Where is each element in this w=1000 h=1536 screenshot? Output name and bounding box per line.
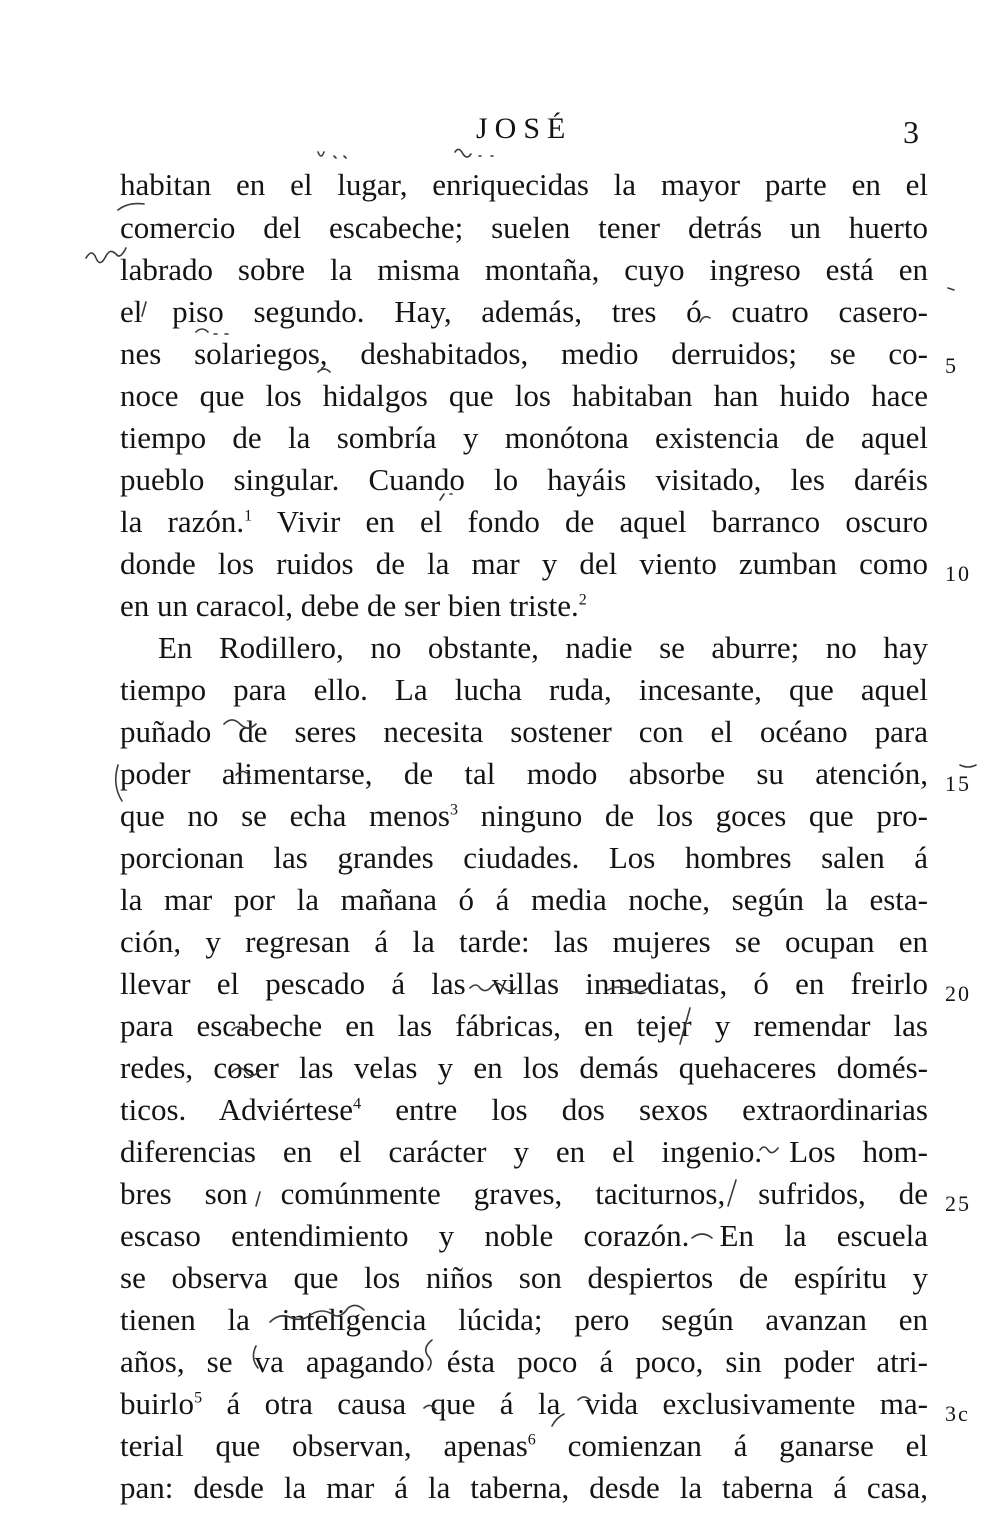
line-number: 10 xyxy=(945,561,971,586)
line-number: 25 xyxy=(945,1191,971,1216)
text-line xyxy=(120,879,928,921)
text-line xyxy=(120,837,928,879)
text-line xyxy=(120,921,928,963)
line-text: en un caracol, debe de ser bien triste. xyxy=(120,588,579,623)
text-line xyxy=(120,1173,928,1215)
text-line xyxy=(120,501,928,543)
line-text: ticos. Adviértese xyxy=(120,1092,354,1127)
line-text: tiempo de la sombría y monótona existencia de aquel xyxy=(120,420,928,455)
line-text: ción, y regresan á la tarde: las mujeres se ocupan en xyxy=(120,924,928,959)
text-line xyxy=(120,1467,928,1509)
text-line xyxy=(120,963,928,1005)
line-text: tiempo para ello. La lucha ruda, incesante, que aquel xyxy=(120,672,928,707)
line-text: bres son comúnmente graves, taciturnos, sufridos, de xyxy=(120,1176,928,1211)
text-line xyxy=(120,543,928,585)
line-text: nes solariegos, deshabitados, medio derruidos; se co- xyxy=(120,336,928,371)
line-text: años, se va apagando ésta poco á poco, sin poder atri- xyxy=(120,1344,928,1379)
footnote-ref: 2 xyxy=(578,591,587,609)
text-line xyxy=(120,375,928,417)
text-line xyxy=(120,669,928,711)
text-line xyxy=(120,207,928,249)
text-line xyxy=(120,1383,928,1425)
line-text: la razón. xyxy=(120,504,245,539)
page-number: 3 xyxy=(903,114,919,150)
line-text: á otra causa que á la vida exclusivamente ma- xyxy=(202,1386,928,1421)
text-line xyxy=(120,164,928,206)
line-text: para escabeche en las fábricas, en tejer y remendar las xyxy=(120,1008,928,1043)
text-line xyxy=(120,1425,928,1467)
text-line xyxy=(120,291,928,333)
text-line xyxy=(120,1215,928,1257)
footnote-ref: 1 xyxy=(244,507,253,525)
text-line xyxy=(120,711,928,753)
line-number: 3c xyxy=(945,1401,970,1426)
text-line xyxy=(158,627,928,669)
line-text: redes, coser las velas y en los demás quehaceres domés- xyxy=(120,1050,928,1085)
line-text: la mar por la mañana ó á media noche, según la esta- xyxy=(120,882,928,917)
line-text: entre los dos sexos extraordinarias xyxy=(361,1092,928,1127)
footnote-ref: 4 xyxy=(353,1095,362,1113)
line-number: 20 xyxy=(945,981,971,1006)
text-line xyxy=(120,1131,928,1173)
line-text: tienen la inteligencia lúcida; pero según avanzan en xyxy=(120,1302,928,1337)
footnote-ref: 5 xyxy=(194,1389,203,1407)
line-text: Vivir en el fondo de aquel barranco oscuro xyxy=(252,504,929,539)
line-number: 15 xyxy=(945,771,971,796)
line-text: llevar el pescado á las villas inmediatas, ó en freirlo xyxy=(120,966,928,1001)
text-line xyxy=(120,585,928,627)
pencil-mark xyxy=(948,288,954,290)
pencil-mark xyxy=(455,149,493,157)
text-line xyxy=(120,753,928,795)
line-text: escaso entendimiento y noble corazón. En la escuela xyxy=(120,1218,928,1253)
text-line xyxy=(120,1257,928,1299)
line-text: pueblo singular. Cuando lo hayáis visitado, les daréis xyxy=(120,462,928,497)
line-text: En Rodillero, no obstante, nadie se aburre; no hay xyxy=(158,630,928,665)
text-line xyxy=(120,1005,928,1047)
line-number: 5 xyxy=(945,353,958,378)
text-line xyxy=(120,249,928,291)
line-text: comienzan á ganarse el xyxy=(535,1428,928,1463)
line-text: donde los ruidos de la mar y del viento zumban como xyxy=(120,546,928,581)
line-text: ninguno de los goces que pro- xyxy=(457,798,928,833)
line-text: terial que observan, apenas xyxy=(120,1428,528,1463)
footnote-ref: 3 xyxy=(449,801,458,819)
pencil-mark xyxy=(318,152,346,158)
text-line xyxy=(120,417,928,459)
line-text: diferencias en el carácter y en el ingenio. Los hom- xyxy=(120,1134,928,1169)
line-text: comercio del escabeche; suelen tener detrás un huerto xyxy=(120,210,928,245)
line-text: pan: desde la mar á la taberna, desde la taberna á casa, xyxy=(120,1470,928,1505)
line-text: noce que los hidalgos que los habitaban han huido hace xyxy=(120,378,928,413)
line-text: habitan en el lugar, enriquecidas la mayor parte en el xyxy=(120,167,928,202)
line-text: que no se echa menos xyxy=(120,798,450,833)
running-head: JOSÉ xyxy=(476,112,573,145)
line-text: el piso segundo. Hay, además, tres ó cuatro casero- xyxy=(120,294,928,329)
text-line xyxy=(120,1299,928,1341)
line-text: buirlo xyxy=(120,1386,195,1421)
text-line xyxy=(120,1341,928,1383)
line-text: porcionan las grandes ciudades. Los hombres salen á xyxy=(120,840,928,875)
text-line xyxy=(120,1047,928,1089)
text-line xyxy=(120,795,928,837)
footnote-ref: 6 xyxy=(527,1431,536,1449)
text-line xyxy=(120,333,928,375)
line-text: labrado sobre la misma montaña, cuyo ingreso está en xyxy=(120,252,928,287)
line-text: poder alimentarse, de tal modo absorbe su atención, xyxy=(120,756,928,791)
text-line xyxy=(120,459,928,501)
line-text: se observa que los niños son despiertos de espíritu y xyxy=(120,1260,928,1295)
line-text: puñado de seres necesita sostener con el océano para xyxy=(120,714,928,749)
text-line xyxy=(120,1089,928,1131)
